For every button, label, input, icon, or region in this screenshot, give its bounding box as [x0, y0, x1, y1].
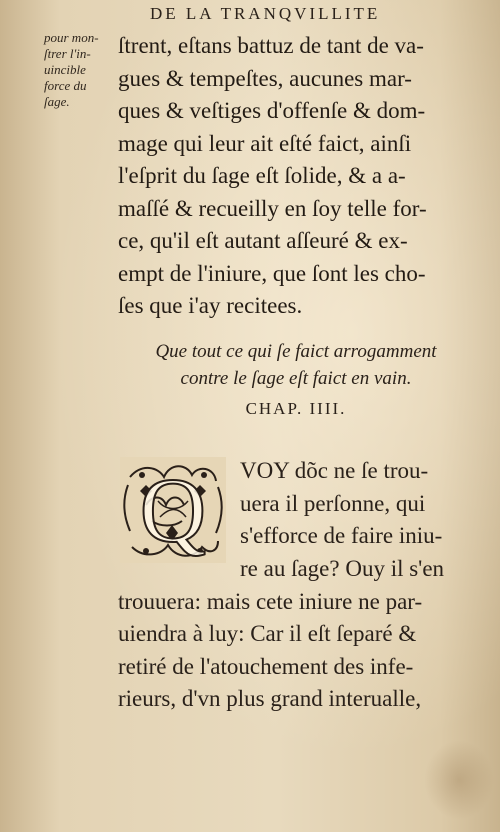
text-line: uera il perſonne, qui: [240, 490, 426, 516]
text-line: retiré de l'atouchement des infe-: [118, 653, 414, 679]
text-line: maſſé & recueilly en ſoy telle for-: [118, 195, 427, 221]
chapter-title-line-1: Que tout ce qui ſe faict arrogamment: [155, 341, 437, 362]
margin-note: [44, 30, 124, 110]
margin-note-line: pour mon-: [44, 30, 99, 45]
text-line: ſtrent, eſtans battuz de tant de va-: [118, 33, 424, 58]
text-line: gues & tempeſtes, aucunes mar-: [118, 65, 412, 91]
text-line: ques & veſtiges d'offenſe & dom-: [118, 98, 426, 123]
text-line: l'eſprit du ſage eſt ſolide, & a a-: [118, 163, 406, 188]
text-line: VOY dõc ne ſe trou-: [240, 458, 429, 483]
margin-note-line: ſtrer l'in-: [44, 46, 91, 61]
initial-letter: Q: [139, 459, 207, 561]
body-paragraph: [118, 30, 474, 323]
margin-note-line: force du: [44, 78, 87, 93]
text-line: uiendra à luy: Car il eſt ſeparé &: [118, 621, 417, 646]
paper-stain: [424, 740, 494, 820]
chapter-number: CHAP. IIII.: [245, 399, 347, 418]
margin-note-line: ſage.: [44, 94, 70, 109]
text-line: mage qui leur ait eſté faict, ainſi: [118, 130, 412, 156]
chapter-paragraph: [118, 553, 478, 716]
running-header: DE LA TRANQVILLITE: [150, 4, 381, 23]
decorated-initial-q: [118, 455, 228, 567]
text-line: s'efforce de faire iniu-: [240, 523, 443, 548]
text-line: empt de l'iniure, que ſont les cho-: [118, 260, 426, 286]
chapter-title-line-2: contre le ſage eſt faict en vain.: [180, 368, 412, 389]
text-line: rieurs, d'vn plus grand interualle,: [118, 686, 422, 711]
text-line: trouuera: mais cete iniure ne par-: [118, 588, 423, 614]
text-line: re au ſage? Ouy il s'en: [240, 556, 445, 581]
margin-note-line: uincible: [44, 62, 86, 77]
text-line: ſes que i'ay recitees.: [118, 293, 303, 318]
text-line: ce, qu'il eſt autant aſſeuré & ex-: [118, 228, 408, 253]
opening-lines: [240, 455, 480, 553]
